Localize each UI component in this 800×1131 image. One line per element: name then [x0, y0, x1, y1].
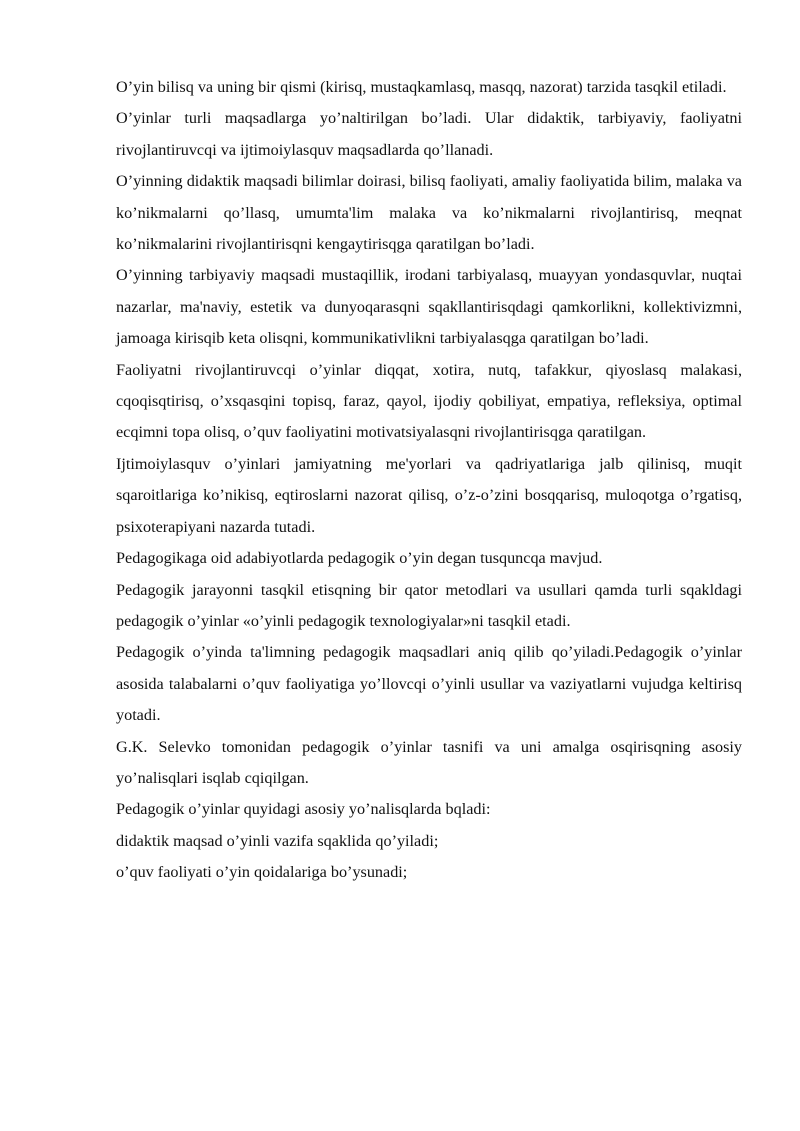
paragraph-2: O’yinlar turli maqsadlarga yo’naltirilgan bo’ladi. Ular didaktik, tarbiyaviy, faoliyatni rivojlantiruvcqi va ijtimoiylasquv maqsadlarda qo’llanadi.: [116, 109, 742, 159]
paragraph-11: Pedagogik o’yinlar quyidagi asosiy yo’nalisqlarda bqladi:: [116, 800, 491, 819]
list-item-1: didaktik maqsad o’yinli vazifa sqaklida qo’yiladi;: [116, 831, 439, 850]
paragraph-8: Pedagogik jarayonni tasqkil etisqning bir qator metodlari va usullari qamda turli sqakldagi pedagogik o’yinlar «o’yinli pedagogik texnologiyalar»ni tasqkil etadi.: [116, 580, 742, 630]
document-page: [116, 72, 742, 889]
paragraph-6: Ijtimoiylasquv o’yinlari jamiyatning me'yorlari va qadriyatlariga jalb qilinisq, muqit sqaroitlariga ko’nikisq, eqtiroslarni nazorat qilisq, o’z-o’zini bosqqarisq, muloqotga o’rgatisq, psixoterapiyani nazarda tutadi.: [116, 454, 742, 536]
paragraph-7: Pedagogikaga oid adabiyotlarda pedagogik o’yin degan tusquncqa mavjud.: [116, 549, 603, 568]
paragraph-1: O’yin bilisq va uning bir qismi (kirisq, mustaqkamlasq, masqq, nazorat) tarzida tasqkil etiladi.: [116, 78, 727, 96]
list-item-2: o’quv faoliyati o’yin qoidalariga bo’ysunadi;: [116, 863, 408, 882]
paragraph-4: O’yinning tarbiyaviy maqsadi mustaqillik, irodani tarbiyalasq, muayyan yondasquvlar, nuqtai nazarlar, ma'naviy, estetik va dunyoqarasqni sqakllantirisqdagi qamkorlikni, kollektivizmni, jamoaga kirisqib keta olisqni, kommunikativlikni tarbiyalasqga qaratilgan bo’ladi.: [116, 266, 742, 348]
paragraph-3: O’yinning didaktik maqsadi bilimlar doirasi, bilisq faoliyati, amaliy faoliyatida bilim, malaka va ko’nikmalarni qo’llasq, umumta'lim malaka va ko’nikmalarni rivojlantirisq, meqnat ko’nikmalarini rivojlantirisqni kengaytirisqga qaratilgan bo’ladi.: [116, 172, 742, 254]
paragraph-9: Pedagogik o’yinda ta'limning pedagogik maqsadlari aniq qilib qo’yiladi.Pedagogik o’yinlar asosida talabalarni o’quv faoliyatiga yo’llovcqi o’yinli usullar va vaziyatlarni vujudga keltirisq yotadi.: [116, 643, 742, 725]
paragraph-10: G.K. Selevko tomonidan pedagogik o’yinlar tasnifi va uni amalga osqirisqning asosiy yo’nalisqlari isqlab cqiqilgan.: [116, 737, 742, 787]
paragraph-5: Faoliyatni rivojlantiruvcqi o’yinlar diqqat, xotira, nutq, tafakkur, qiyoslasq malakasi, cqoqisqtirisq, o’xsqasqini topisq, faraz, qayol, ijodiy qobiliyat, empatiya, refleksiya, optimal ecqimni topa olisq, o’quv faoliyatini motivatsiyalasqni rivojlantirisqga qaratilgan.: [116, 360, 742, 442]
